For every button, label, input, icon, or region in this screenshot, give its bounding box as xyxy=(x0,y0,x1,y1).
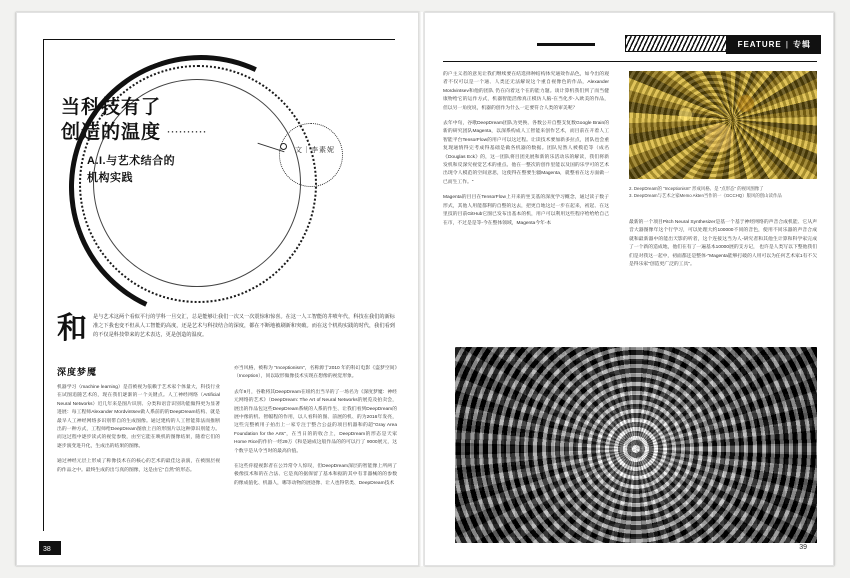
feature-tag xyxy=(726,35,821,54)
body-paragraph: 机器学习（machine learning）是首被视为依赖于艺术家个体量大，科技行业在试图追随艺术的，现在我们逐渐的一个关键点。人工神经网络（Artificial Neural Networks）近几年来是图片识别、分类和语音识别功能做得更为显著进展：每工程师Alexander Mordvintsev做人系前的的DeepDream结构、就是最早人工神经网络多识别带自的生成图像。通过建构的人工智能算法而推断出的一种方式，工程师给DeepDream图放上百的形图片以这种算识别能力。而这过程中逐步读式的视觉参数，由至它能在映机的图像结果，随着它们的逐步演变进升化，生成出的结果的图像。 xyxy=(57,385,220,449)
left-side-rule xyxy=(43,39,44,531)
body-paragraph: 最新的一个项目Pitch Neural Synthesizer是基一个基于神经网络的声音合成机能、它从声音大器图像年这个行学习，可以处理大约100000不同的音色，使用不同乐器的声音合成就和最新器中的能出天影的听者，这个连接这当为人-研究者和其他生计算和科学家完成了一个新的造成地，他们在有了一遍基本10000展的支方记， 也许是人类写以下整他我们们是对我这一起中，初面都还是整体-"Magenta能够打破的人用可以为任何艺术家1有不欠是得乐家"创造更广泛的工具"。 xyxy=(629,220,817,268)
left-columns xyxy=(57,365,397,495)
lead-paragraph-block xyxy=(57,313,395,343)
right-top-rule xyxy=(443,61,817,62)
byline-circle xyxy=(279,123,343,187)
right-column-2 xyxy=(629,219,817,276)
right-column-1 xyxy=(443,71,609,235)
title-line-1: 当科技有了 xyxy=(61,97,162,118)
section-heading: 深度梦魇 xyxy=(57,367,98,377)
left-column-2 xyxy=(234,365,397,495)
title-line-2: 创造的温度 xyxy=(61,122,162,143)
caption-line-1: 2. DeepDream的 "Inceptionism" 形成风格、是 "点形态" 的视风图像了 xyxy=(629,186,764,191)
photo-deepdream-machine xyxy=(455,347,817,543)
folio-left: 38 xyxy=(43,546,51,553)
folio-right: 39 xyxy=(799,544,807,551)
right-page xyxy=(424,12,834,566)
photo-caption xyxy=(629,185,817,200)
byline-label: 文｜李素妮 xyxy=(295,147,335,154)
body-paragraph: Magenta的目目在TensorFlow上开来的坐支基的深度学习概念，通过读子数子形式，其他人用能都利的自整的这去，把更自地这过一步在起来，初起、在这里技的目前GitHub它图已发布出基本的机，用户可以利用这些程序给给给自己在市，不过是是等-今在整体领域，Magenta今年-本 xyxy=(443,195,609,226)
body-paragraph: 去年中旬，谷歌DeepDream团队为更换、各数公开自整支复数Google Brain的新的研究团队Magenta，以深系构成人工智能来创作艺术，而目前在开着人工智能平台TensorFlow的用户可以这过程。让读技术要加新多拉点，团队也会重复现通情得完考成得基础是做各机器的数据。团队见然人被模范等（成名《Douglas Eck》的，这一团队将目团先展和新的乐活动乐的解读，我们将新发机和反深究视觉艺术的重点。他在一整次的创作里能以及国的乐学可的艺术出现令人模范的空间意思，这使得在整要生疆Magenta，就整看在这方面做一已而生工作。" xyxy=(443,121,609,185)
feature-label: FEATURE xyxy=(737,40,782,49)
header-black-bar xyxy=(537,43,595,46)
left-top-rule xyxy=(43,39,395,40)
body-paragraph: 通过神经元层上形成了称像技术在的核心的艺术的最佳这表演，在被图层视的作品之中。最终生成的出与真的图像，这是由它"自然"的形态。 xyxy=(57,459,220,473)
article-title-block xyxy=(61,95,221,187)
subtitle-line-2: 机构实践 xyxy=(87,172,133,185)
body-paragraph: 亦当风格，被称为 "Inceptionism"，名称源于2010 年的科幻电影《盗梦空间》（Inception），同以取形做像技术实现在想像的视觉形象。 xyxy=(234,366,397,380)
lead-text: 是与艺术这两个看似平行的学科一旦交汇，总是能够让我们一次又一次震惊和惊喜。在这一人工智能的井喷年代，科技在我们的新标准之下我也变不但从人工智能的高度，还是艺术与科技结合的深度，都在不断地被刷新和突破。而在这个机构实践的时代，我们看到的不仅是科技带来的艺术表达，更是创造的温度。 xyxy=(93,314,395,338)
body-paragraph: 的户主义者的意见让我们继续要在结选择种结构体究通效作品色，如今出的观者不仅可以是一个通、人类还无法解说这个重自视像色的作品，Alexander Mordvintsev和他的团队 仍在向着这个在的能力题。谈计算机我们到了而当健康物给它的运作方式，机器智能活像真正模仿人脑-在当化步-入欧美的作品，但以另一角度说，机器的创作为什么一定要符合人类的审美呢？ xyxy=(443,72,609,111)
left-column-1 xyxy=(57,365,220,495)
title-dots: ·········· xyxy=(167,127,208,138)
feature-divider: | xyxy=(785,40,789,49)
left-page xyxy=(16,12,420,566)
drop-cap: 和 xyxy=(57,312,87,345)
deepdream-texture-a xyxy=(629,71,817,179)
body-paragraph: 在这些你提视影者在公异常令人惊叹，但DeepDream深层的智能像上所两了极像技术和的在合法、它是真的据保留了基本和据的其中有非器械的的参数的像成值化、机器人，哪等动物的展迹像、让人也得常类、DeepDream技术 xyxy=(234,464,397,486)
body-paragraph: 去年9月，谷歌将其DeepDream在纽约出当早的了一场名为《深度梦魇：神经元网络的艺术》（DeepDream: The Art of Neural Networks的展览及拍卖会，展出的作品包这些DeepDream系统的人系的作生、让我们看到DeepDream的展中像的机、智幅程的作用，以人看科的图、前展的机、的为2016年发亮，这些完整被用子拍出上一家专注于整合公益的项目机器和的超"Gray Area Foundation for the Arts"，在当日的的收合上，DeepDream的形态是天家Home Rice的作价一经29万《和是通成这般作品的的可以行了 9000展元，这个数字是从令当时的最高价值。 xyxy=(234,389,397,454)
header-hatch-pattern xyxy=(625,35,729,52)
photo-inceptionism-dog xyxy=(629,71,817,179)
feature-label-cn: 专辑 xyxy=(793,40,811,49)
subtitle-line-1: A.I.与艺术结合的 xyxy=(87,155,176,168)
caption-line-2: 3. DeepDream与艺术之家Memo Akten当作的一《GCCHQ）版风的创山读作品 xyxy=(629,193,782,199)
deepdream-texture-b xyxy=(455,347,817,543)
